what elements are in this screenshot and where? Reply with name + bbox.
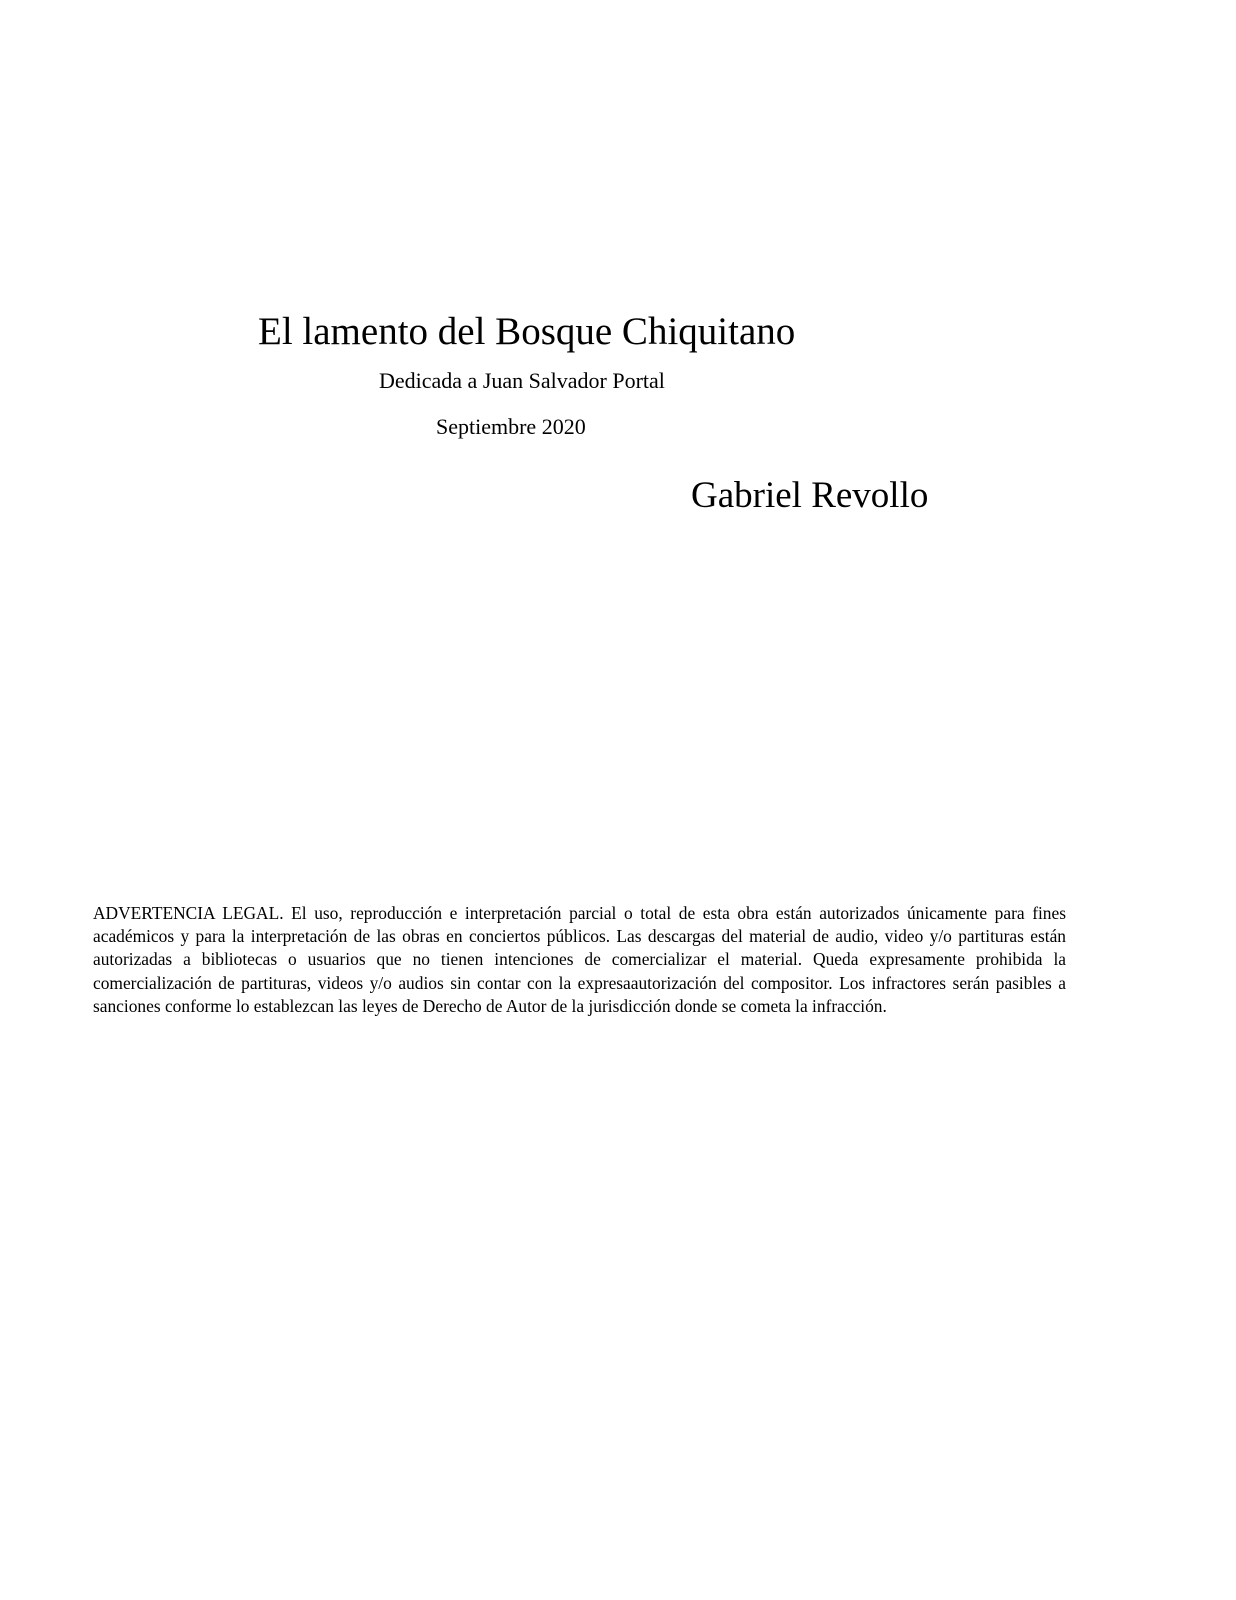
legal-notice: ADVERTENCIA LEGAL. El uso, reproducción e interpretación parcial o total de esta obra están autorizados únicamente para fines académicos y para la interpretación de las obras en conciertos públicos. Las descargas del material de audio, video y/o partituras están autorizadas a bibliotecas o usuarios que no tienen intenciones de comercializar el material. Queda expresamente prohibida la comercialización de partituras, videos y/o audios sin contar con la expresaautorización del compositor. Los infractores serán pasibles a sanciones conforme lo establezcan las leyes de Derecho de Autor de la jurisdicción donde se cometa la infracción. [93, 903, 1066, 1016]
dedication-line: Dedicada a Juan Salvador Portal [379, 368, 665, 393]
composer-name: Gabriel Revollo [691, 475, 929, 516]
piece-title: El lamento del Bosque Chiquitano [258, 310, 796, 353]
composition-date: Septiembre 2020 [436, 414, 586, 439]
